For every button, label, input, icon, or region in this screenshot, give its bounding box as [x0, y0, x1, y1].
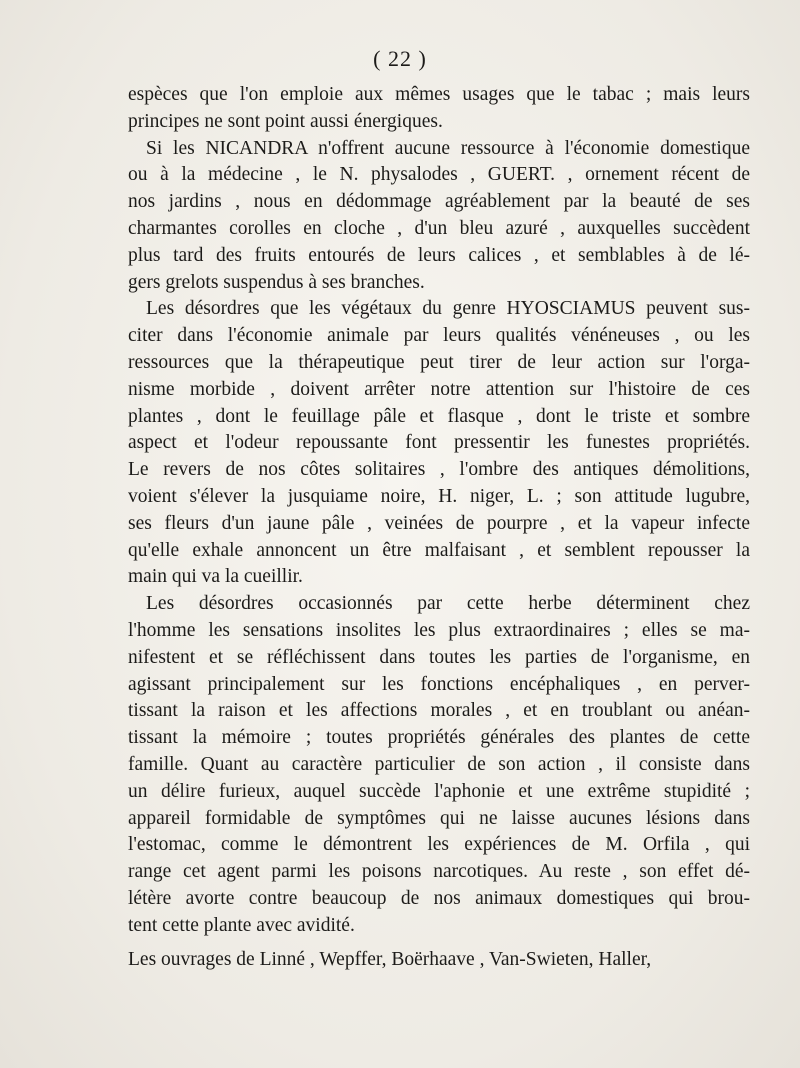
text-line: l'estomac, comme le démontrent les expériences de M. Orfila , qui [128, 834, 750, 856]
text-line: ses fleurs d'un jaune pâle , veinées de pourpre , et la vapeur infecte [128, 512, 750, 534]
text-line: main qui va la cueillir. [128, 566, 303, 588]
text-line: famille. Quant au caractère particulier de son action , il consiste dans [128, 753, 750, 775]
text-line: l'homme les sensations insolites les plus extraordinaires ; elles se ma- [128, 619, 750, 641]
text-line: aspect et l'odeur repoussante font pressentir les funestes propriétés. [128, 432, 750, 454]
text-line: voient s'élever la jusquiame noire, H. niger, L. ; son attitude lugubre, [128, 485, 750, 507]
text-line: ou à la médecine , le N. physalodes , GUERT. , ornement récent de [128, 164, 750, 186]
text-line: Les désordres que les végétaux du genre HYOSCIAMUS peuvent sus- [146, 298, 750, 320]
text-line: tent cette plante avec avidité. [128, 914, 355, 936]
text-line: tissant la raison et les affections morales , et en troublant ou anéan- [128, 700, 750, 722]
text-line: plantes , dont le feuillage pâle et flasque , dont le triste et sombre [128, 405, 750, 427]
text-line: nisme morbide , doivent arrêter notre attention sur l'histoire de ces [128, 378, 750, 400]
text-line: Les désordres occasionnés par cette herbe déterminent chez [146, 593, 750, 615]
text-line: charmantes corolles en cloche , d'un bleu azuré , auxquelles succèdent [128, 217, 750, 239]
text-line: range cet agent parmi les poisons narcotiques. Au reste , son effet dé- [128, 861, 750, 883]
text-line: qu'elle exhale annoncent un être malfaisant , et semblent repousser la [128, 539, 750, 561]
text-line: principes ne sont point aussi énergiques. [128, 110, 443, 132]
text-line: nos jardins , nous en dédommage agréablement par la beauté de ses [128, 191, 750, 213]
text-line: appareil formidable de symptômes qui ne laisse aucunes lésions dans [128, 807, 750, 829]
text-line: espèces que l'on emploie aux mêmes usages que le tabac ; mais leurs [128, 84, 750, 105]
text-line: Si les NICANDRA n'offrent aucune ressource à l'économie domestique [146, 137, 750, 159]
text-line: gers grelots suspendus à ses branches. [128, 271, 425, 293]
text-line: ressources que la thérapeutique peut tirer de leur action sur l'orga- [128, 351, 750, 373]
text-line: citer dans l'économie animale par leurs qualités vénéneuses , ou les [128, 325, 750, 347]
text-line: un délire furieux, auquel succède l'aphonie et une extrême stupidité ; [128, 780, 750, 802]
text-line: plus tard des fruits entourés de leurs calices , et semblables à de lé- [128, 244, 750, 266]
body-text [128, 82, 750, 940]
page-number: ( 22 ) [373, 46, 427, 71]
text-line: Le revers de nos côtes solitaires , l'ombre des antiques démolitions, [128, 459, 750, 481]
text-line: tissant la mémoire ; toutes propriétés générales des plantes de cette [128, 727, 750, 749]
text-line: nifestent et se réfléchissent dans toutes les parties de l'organisme, en [128, 646, 750, 668]
text-line: agissant principalement sur les fonctions encéphaliques , en perver- [128, 673, 750, 695]
text-line: létère avorte contre beaucoup de nos animaux domestiques qui brou- [128, 887, 750, 909]
last-line: Les ouvrages de Linné , Wepffer, Boërhaave , Van-Swieten, Haller, [128, 949, 652, 970]
